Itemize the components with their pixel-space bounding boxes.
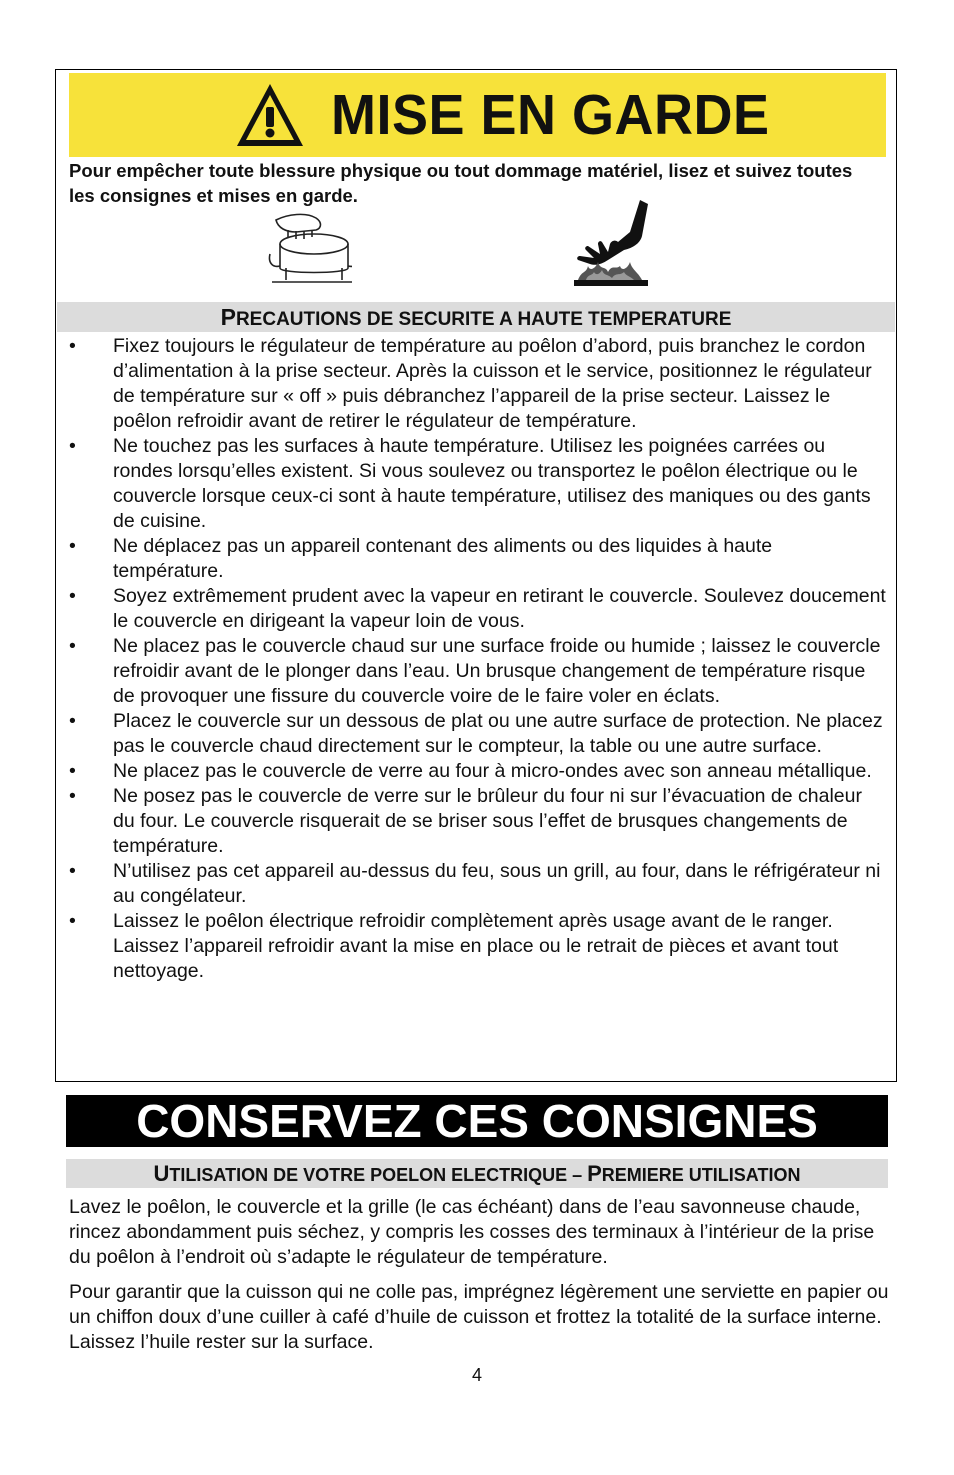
section-header-first-use [66,1159,888,1188]
list-item [56,709,896,759]
bullet-icon: • [69,710,76,732]
save-instructions-banner: CONSERVEZ CES CONSIGNES [66,1095,888,1147]
list-item [56,859,896,909]
hot-surface-hand-icon [568,200,654,290]
bullet-icon: • [69,435,76,457]
section-header-text: RECAUTIONS DE SECURITE A HAUTE TEMPERATURE [235,309,732,330]
list-item-text: Ne déplacez pas un appareil contenant des aliments ou des liquides à haute température. [113,535,773,582]
safety-bullet-list [56,334,896,984]
warning-banner [69,73,886,157]
list-item [56,534,896,584]
bullet-icon: • [69,535,76,557]
warning-intro: Pour empêcher toute blessure physique ou tout dommage matériel, lisez et suivez toutes les consignes et mises en garde. [69,160,853,206]
list-item [56,584,896,634]
section-header-text: REMIERE UTILISATION [601,1165,801,1185]
bullet-icon: • [69,785,76,807]
section-header-text: TILISATION DE VOTRE POELON ELECTRIQUE – [169,1165,588,1185]
list-item [56,634,896,709]
list-item [56,909,896,984]
list-item [56,784,896,859]
paragraph-seasoning: Pour garantir que la cuisson qui ne colle pas, imprégnez légèrement une serviette en papier ou un chiffon doux d’une cuiller à café d’huile de cuisson et frottez la totalité de la surface interne. Laissez l’huile rester sur la surface. [69,1281,889,1353]
list-item [56,334,896,434]
paragraph-cleaning: Lavez le poêlon, le couvercle et la grille (le cas échéant) dans de l’eau savonneuse chaude, rincez abondamment puis séchez, y compris les cosses des terminaux à l’intérieur de la prise du poêlon à l’endroit où s’adapte le régulateur de température. [69,1196,875,1268]
warning-banner-title: MISE EN GARDE [331,83,770,147]
list-item [56,759,896,784]
list-item-text: Ne placez pas le couvercle de verre au four à micro-ondes avec son anneau métallique. [113,760,872,782]
list-item-text: Placez le couvercle sur un dessous de plat ou une autre surface de protection. Ne placez pas le couvercle chaud directement sur le compteur, la table ou une autre surface. [113,710,883,757]
list-item-text: Soyez extrêmement prudent avec la vapeur en retirant le couvercle. Soulevez doucement le couvercle en dirigeant la vapeur loin de vous. [113,585,886,632]
section-header-initial: P [220,304,236,330]
list-item-text: Ne placez pas le couvercle chaud sur une surface froide ou humide ; laissez le couvercle refroidir avant de le plonger dans l’eau. Un brusque changement de température risque de provoquer une fissure du couvercle voire de le faire voler en éclats. [113,635,881,707]
list-item-text: Fixez toujours le régulateur de température au poêlon d’abord, puis branchez le cordon d’alimentation à la prise secteur. Après la cuisson et le service, positionnez le régulateur de température sur « off » puis débranchez l’appareil de la prise secteur. Laissez le poêlon refroidir avant de retirer le régulateur de température. [113,335,872,432]
list-item [56,434,896,534]
list-item-text: N’utilisez pas cet appareil au-dessus du feu, sous un grill, au four, dans le réfrigérateur ni au congélateur. [113,860,881,907]
bullet-icon: • [69,335,76,357]
hand-on-lid-icon [266,210,352,290]
warning-box [55,69,897,1082]
list-item-text: Ne touchez pas les surfaces à haute température. Utilisez les poignées carrées ou rondes lorsqu’elles existent. Si vous soulevez ou transportez le poêlon électrique ou le couvercle lorsque ceux-ci sont à haute température, utilisez des maniques ou des gants de cuisine. [113,435,871,532]
bullet-icon: • [69,860,76,882]
bullet-icon: • [69,760,76,782]
list-item-text: Laissez le poêlon électrique refroidir complètement après usage avant de le ranger. Laissez l’appareil refroidir avant la mise en place ou le retrait de pièces et avant tout nettoyage. [113,910,839,982]
page-number: 4 [471,1365,482,1385]
bullet-icon: • [69,635,76,657]
bullet-icon: • [69,585,76,607]
section-header-high-temperature [57,302,895,332]
section-header-initial: U [153,1161,170,1186]
warning-triangle-icon [234,81,306,149]
list-item-text: Ne posez pas le couvercle de verre sur le brûleur du four ni sur l’évacuation de chaleur du four. Le couvercle risquerait de se briser sous l’effet de brusques changements de température. [113,785,862,857]
bullet-icon: • [69,910,76,932]
section-header-initial: P [587,1161,602,1186]
